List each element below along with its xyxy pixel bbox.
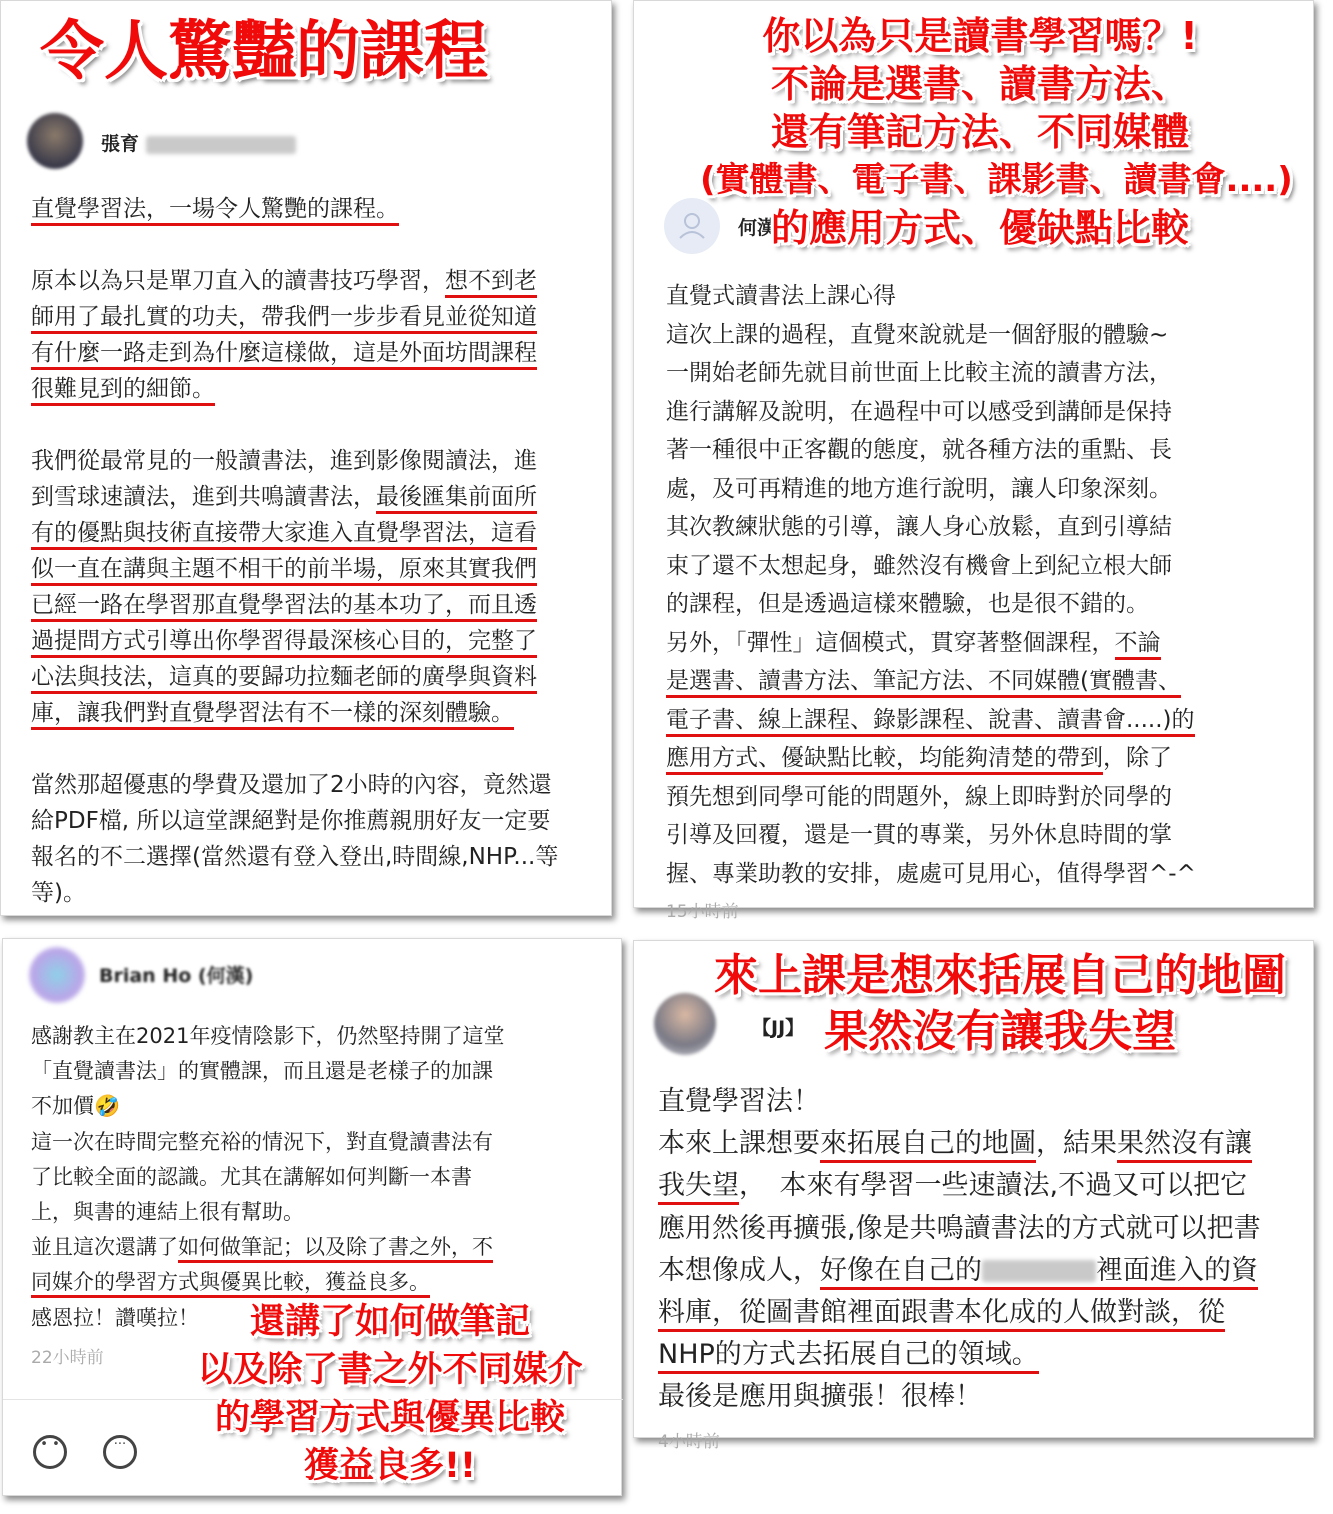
headline-line: 你以為只是讀書學習嗎？! xyxy=(762,14,1198,58)
user-name-text: 張育 xyxy=(101,133,140,155)
card2-headline xyxy=(700,12,1293,252)
headline-line: 來上課是想來括展自己的地圖 xyxy=(714,950,1286,1001)
highlight-line: 最後匯集前面所 xyxy=(376,484,537,514)
text-line: 的課程，但是透過這樣來體驗，也是很不錯的。 xyxy=(666,591,1149,617)
review-body xyxy=(666,277,1196,893)
review-body xyxy=(31,191,558,911)
text-line: 給PDF檔, 所以這堂課絕對是你推薦親朋好友一定要 xyxy=(31,808,551,834)
avatar[interactable] xyxy=(29,947,85,1003)
headline-line: 不論是選書、讀書方法、 xyxy=(770,62,1189,106)
card1-headline: 令人驚豔的課程 xyxy=(40,15,488,89)
headline-line: 獲益良多!! xyxy=(304,1446,476,1486)
user-name-text: Brian Ho (何漢) xyxy=(99,965,254,987)
highlight-line: 應用方式、優缺點比較，均能夠清楚的帶到 xyxy=(666,745,1103,775)
card4-headline xyxy=(700,948,1300,1060)
review-title: 直覺學習法，一場令人驚艷的課程。 xyxy=(31,196,399,226)
review-title: 直覺式讀書法上課心得 xyxy=(666,283,896,309)
highlight-line: 來拓展自己的地圖 xyxy=(820,1128,1036,1163)
headline-line: 果然沒有讓我失望 xyxy=(824,1006,1176,1057)
user-name[interactable]: 【JJ】 xyxy=(752,1017,805,1039)
text-line: 本來上課想要 xyxy=(658,1128,820,1160)
highlight-line: 有的優點與技術直接帶大家進入直覺學習法，這看 xyxy=(31,520,537,550)
text-line: 原本以為只是單刀直入的讀書技巧學習， xyxy=(31,268,445,294)
text-line: ， 本來有學習一些速讀法,不過又可以把它 xyxy=(739,1170,1248,1202)
emoji-reaction-icon[interactable]: • • xyxy=(33,1435,67,1469)
text-line: 等)。 xyxy=(31,880,86,906)
blurred-name xyxy=(146,136,296,154)
highlight-line: 好像在自己的 xyxy=(820,1254,982,1286)
highlight-line: 師用了最扎實的功夫，帶我們一步步看見並從知道 xyxy=(31,304,537,334)
text-line: 報名的不二選擇(當然還有登入登出,時間線,NHP...等 xyxy=(31,844,559,870)
text-line: 握、專業助教的安排，處處可見用心，值得學習^-^ xyxy=(666,860,1196,887)
text-line: 應用然後再擴張,像是共鳴讀書法的方式就可以把書 xyxy=(658,1212,1261,1244)
headline-line: 還有筆記方法、不同媒體 xyxy=(770,110,1189,154)
text-line: ，除了 xyxy=(1103,745,1172,771)
highlight-line: 心法與技法，這真的要歸功拉麵老師的廣學與資料 xyxy=(31,664,537,694)
card3-headline xyxy=(180,1298,600,1490)
text-line: 束了還不太想起身，雖然沒有機會上到紀立根大師 xyxy=(666,552,1172,579)
text-line: 這次上課的過程，直覺來說就是一個舒服的體驗~ xyxy=(666,321,1169,348)
text-line: 其次教練狀態的引導，讓人身心放鬆，直到引導結 xyxy=(666,514,1172,540)
highlight-line: 同媒介的學習方式與優異比較，獲益良多。 xyxy=(31,1270,430,1298)
text-line: 一開始老師先就目前世面上比較主流的讀書方法， xyxy=(666,360,1172,386)
text-line: 這一次在時間完整充裕的情況下，對直覺讀書法有 xyxy=(31,1129,493,1154)
avatar[interactable] xyxy=(27,113,83,169)
text-line: 另外，「彈性」這個模式，貫穿著整個課程， xyxy=(666,629,1115,656)
text-line: 我們從最常見的一般讀書法，進到影像閱讀法，進 xyxy=(31,448,537,474)
highlight-line: 電子書、線上課程、錄影課程、說書、讀書會.....)的 xyxy=(666,707,1195,737)
highlight-line: 庫，讓我們對直覺學習法有不一樣的深刻體驗。 xyxy=(31,700,514,730)
more-options-icon[interactable]: ··· xyxy=(103,1435,137,1469)
user-name[interactable] xyxy=(101,129,296,156)
text-line: 引導及回覆，還是一貫的專業，另外休息時間的掌 xyxy=(666,822,1172,848)
highlight-line: 是選書、讀書方法、筆記方法、不同媒體(實體書、 xyxy=(666,668,1181,698)
text-line: 預先想到同學可能的問題外，線上即時對於同學的 xyxy=(666,783,1172,810)
highlight-line: 料庫，從圖書館裡面跟書本化成的人做對談，從 xyxy=(658,1297,1225,1332)
text-line: 到雪球速讀法，進到共鳴讀書法， xyxy=(31,484,376,510)
text-line: 感恩拉！讚嘆拉！ xyxy=(31,1305,199,1330)
text-line: 感謝教主在2021年疫情陰影下，仍然堅持開了這堂 xyxy=(31,1024,505,1048)
headline-line: 以及除了書之外不同媒介 xyxy=(197,1350,583,1390)
blurred-text xyxy=(982,1260,1096,1282)
text-line: 「直覺讀書法」的實體課，而且還是老樣子的加課 xyxy=(31,1059,493,1084)
user-name[interactable]: 何漢 xyxy=(738,217,777,239)
highlight-line: NHP的方式去拓展自己的領域。 xyxy=(658,1339,1039,1374)
timestamp: 22小時前 xyxy=(31,1348,104,1368)
headline-line: 還講了如何做筆記 xyxy=(249,1302,530,1342)
highlight-line: 如何做筆記；以及除了書之外，不 xyxy=(178,1235,493,1263)
text-line: 上，與書的連結上很有幫助。 xyxy=(31,1200,304,1225)
highlight-line: 似一直在講與主題不相干的前半場，原來其實我們 xyxy=(31,556,537,586)
user-name[interactable] xyxy=(99,961,253,988)
headline-line: (實體書、電子書、課影書、讀書會....) xyxy=(700,160,1293,200)
text-line: 並且這次還講了 xyxy=(31,1235,178,1260)
text-line: 進行講解及說明，在過程中可以感受到講師是保持 xyxy=(666,398,1172,425)
highlight-line: 已經一路在學習那直覺學習法的基本功了，而且透 xyxy=(31,592,537,622)
text-line: 著一種很中正客觀的態度，就各種方法的重點、長 xyxy=(666,437,1172,463)
highlight-line: 不論 xyxy=(1115,630,1161,660)
review-body xyxy=(658,1081,1261,1419)
review-card-1 xyxy=(0,0,612,916)
highlight-line: 我失望 xyxy=(658,1170,739,1205)
text-line: 了比較全面的認識。尤其在講解如何判斷一本書 xyxy=(31,1164,472,1189)
highlight-line: 想不到老 xyxy=(445,268,537,298)
text-line: 最後是應用與擴張！很棒！ xyxy=(658,1381,982,1413)
text-line: 當然那超優惠的學費及還加了2小時的內容，竟然還 xyxy=(31,772,552,798)
text-line: 本想像成人， xyxy=(658,1254,820,1286)
highlight-line: 很難見到的細節。 xyxy=(31,376,215,406)
headline-line: 的應用方式、優缺點比較 xyxy=(770,206,1189,250)
highlight-line: 果然沒有讓 xyxy=(1117,1128,1252,1163)
timestamp: 15小時前 xyxy=(666,902,739,922)
timestamp: 4小時前 xyxy=(658,1432,720,1452)
text-line: 處，及可再精進的地方進行說明，讓人印象深刻。 xyxy=(666,475,1172,502)
headline-line: 的學習方式與優異比較 xyxy=(214,1398,565,1438)
text-line: ，結果 xyxy=(1036,1128,1117,1160)
highlight-line: 過提問方式引導出你學習得最深核心目的，完整了 xyxy=(31,628,537,658)
text-line: 不加價🤣 xyxy=(31,1094,121,1119)
highlight-line: 裡面進入的資 xyxy=(1096,1254,1258,1286)
review-body xyxy=(31,1019,504,1336)
review-title: 直覺學習法！ xyxy=(658,1086,820,1117)
highlight-line: 有什麼一路走到為什麼這樣做，這是外面坊間課程 xyxy=(31,340,537,370)
